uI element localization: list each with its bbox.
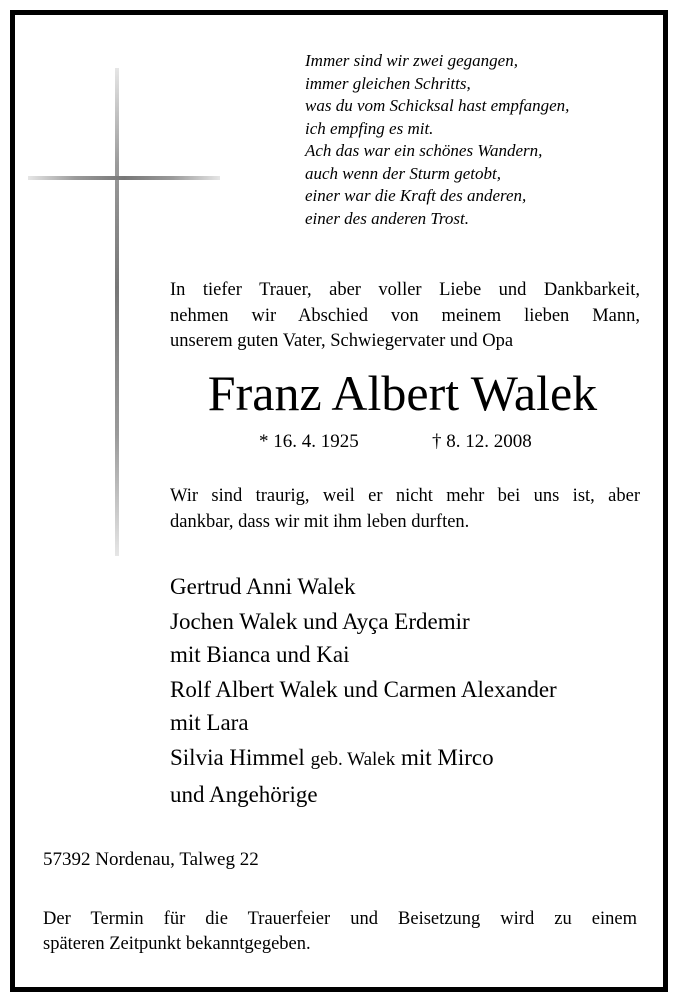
poem-line: Ach das war ein schönes Wandern, bbox=[305, 141, 543, 160]
mourner-silvia-children: mit Mirco bbox=[400, 745, 494, 770]
closing-line: Wir sind traurig, weil er nicht mehr bei uns ist, aber bbox=[170, 486, 640, 506]
mourner-silvia-birthname: geb. Walek bbox=[310, 749, 396, 770]
mourner-jochen bbox=[170, 605, 557, 671]
mourner-rolf-children: mit Lara bbox=[170, 710, 249, 735]
mourner-gertrud: Gertrud Anni Walek bbox=[170, 574, 356, 599]
poem-line: einer war die Kraft des anderen, bbox=[305, 186, 527, 205]
death-date: † 8. 12. 2008 bbox=[432, 431, 532, 452]
mourner-silvia-name: Silvia Himmel bbox=[170, 745, 305, 770]
mourner-jochen-name: Jochen Walek und Ayça Erdemir bbox=[170, 609, 470, 634]
poem-line: ich empfing es mit. bbox=[305, 118, 434, 138]
mourner-jochen-children: mit Bianca und Kai bbox=[170, 642, 350, 667]
mourner-rolf bbox=[170, 673, 557, 739]
closing-text bbox=[170, 483, 640, 535]
poem-line: einer des anderen Trost. bbox=[305, 208, 470, 228]
birth-date: * 16. 4. 1925 bbox=[259, 431, 359, 452]
notice-line: Der Termin für die Trauerfeier und Beisetzung wird zu einem bbox=[43, 909, 637, 929]
intro-line: nehmen wir Abschied von meinem lieben Mann, bbox=[170, 305, 640, 326]
poem-line: auch wenn der Sturm getobt, bbox=[305, 163, 501, 183]
poem-line: immer gleichen Schritts, bbox=[305, 73, 471, 93]
poem-line: was du vom Schicksal hast empfangen, bbox=[305, 96, 570, 115]
mourner-relatives: und Angehörige bbox=[170, 782, 318, 807]
mourner-silvia bbox=[170, 741, 557, 776]
intro-text bbox=[170, 278, 640, 355]
funeral-notice bbox=[43, 907, 637, 957]
cross-vertical-beam bbox=[115, 68, 119, 556]
poem-line: Immer sind wir zwei gegangen, bbox=[305, 51, 518, 70]
notice-line: späteren Zeitpunkt bekanntgegeben. bbox=[43, 934, 311, 954]
address: 57392 Nordenau, Talweg 22 bbox=[43, 849, 259, 870]
intro-line: unserem guten Vater, Schwiegervater und Opa bbox=[170, 331, 514, 351]
deceased-name: Franz Albert Walek bbox=[207, 365, 598, 421]
intro-line: In tiefer Trauer, aber voller Liebe und Dankbarkeit, bbox=[170, 280, 640, 300]
cross-horizontal-beam bbox=[28, 176, 220, 180]
mourner-rolf-name: Rolf Albert Walek und Carmen Alexander bbox=[170, 677, 557, 702]
mourners-list bbox=[170, 570, 557, 813]
closing-line: dankbar, dass wir mit ihm leben durften. bbox=[170, 512, 470, 532]
poem bbox=[305, 50, 569, 230]
